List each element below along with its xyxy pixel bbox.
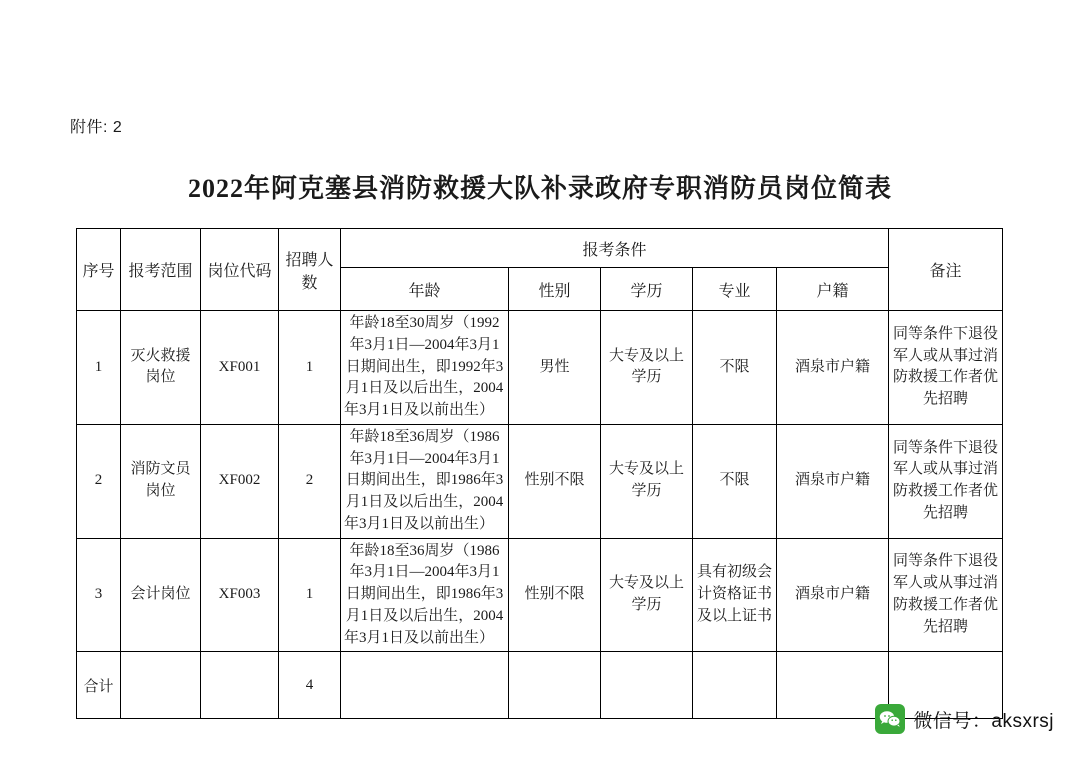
cell-major: 不限 xyxy=(693,424,777,538)
cell-gender: 性别不限 xyxy=(509,424,601,538)
watermark xyxy=(875,704,1054,734)
header-seq: 序号 xyxy=(77,229,121,311)
cell-education: 大专及以上学历 xyxy=(601,424,693,538)
cell-education: 大专及以上学历 xyxy=(601,311,693,425)
cell-seq: 2 xyxy=(77,424,121,538)
total-gender xyxy=(509,652,601,719)
cell-education: 大专及以上学历 xyxy=(601,538,693,652)
cell-gender: 性别不限 xyxy=(509,538,601,652)
cell-gender: 男性 xyxy=(509,311,601,425)
table-row xyxy=(77,538,1003,652)
cell-count: 1 xyxy=(279,311,341,425)
header-education: 学历 xyxy=(601,268,693,311)
cell-seq: 3 xyxy=(77,538,121,652)
header-code: 岗位代码 xyxy=(201,229,279,311)
header-gender: 性别 xyxy=(509,268,601,311)
cell-remark: 同等条件下退役军人或从事过消防救援工作者优先招聘 xyxy=(889,424,1003,538)
cell-scope: 消防文员岗位 xyxy=(121,424,201,538)
total-code xyxy=(201,652,279,719)
job-position-table xyxy=(76,228,1003,719)
cell-remark: 同等条件下退役军人或从事过消防救援工作者优先招聘 xyxy=(889,538,1003,652)
cell-code: XF001 xyxy=(201,311,279,425)
cell-count: 1 xyxy=(279,538,341,652)
cell-scope: 会计岗位 xyxy=(121,538,201,652)
header-household: 户籍 xyxy=(777,268,889,311)
total-education xyxy=(601,652,693,719)
header-conditions: 报考条件 xyxy=(341,229,889,268)
cell-age: 年龄18至36周岁（1986年3月1日—2004年3月1日期间出生，即1986年3月1日及以后出生，2004年3月1日及以前出生） xyxy=(341,424,509,538)
total-label: 合计 xyxy=(77,652,121,719)
header-scope: 报考范围 xyxy=(121,229,201,311)
watermark-text: 微信号：aksxrsj xyxy=(913,710,1054,732)
total-count: 4 xyxy=(279,652,341,719)
cell-household: 酒泉市户籍 xyxy=(777,424,889,538)
cell-count: 2 xyxy=(279,424,341,538)
cell-major: 不限 xyxy=(693,311,777,425)
table-row xyxy=(77,424,1003,538)
total-age xyxy=(341,652,509,719)
cell-seq: 1 xyxy=(77,311,121,425)
attachment-label: 附件: 2 xyxy=(70,119,123,136)
cell-age: 年龄18至30周岁（1992年3月1日—2004年3月1日期间出生，即1992年3月1日及以后出生，2004年3月1日及以前出生） xyxy=(341,311,509,425)
cell-scope: 灭火救援岗位 xyxy=(121,311,201,425)
table-total-row xyxy=(77,652,1003,719)
page-title: 2022年阿克塞县消防救援大队补录政府专职消防员岗位简表 xyxy=(187,174,892,203)
cell-household: 酒泉市户籍 xyxy=(777,538,889,652)
header-age: 年龄 xyxy=(341,268,509,311)
cell-household: 酒泉市户籍 xyxy=(777,311,889,425)
total-major xyxy=(693,652,777,719)
wechat-icon xyxy=(875,704,905,734)
header-major: 专业 xyxy=(693,268,777,311)
header-remark: 备注 xyxy=(889,229,1003,311)
header-count: 招聘人数 xyxy=(279,229,341,311)
total-household xyxy=(777,652,889,719)
cell-age: 年龄18至36周岁（1986年3月1日—2004年3月1日期间出生，即1986年3月1日及以后出生，2004年3月1日及以前出生） xyxy=(341,538,509,652)
cell-code: XF003 xyxy=(201,538,279,652)
cell-major: 具有初级会计资格证书及以上证书 xyxy=(693,538,777,652)
cell-remark: 同等条件下退役军人或从事过消防救援工作者优先招聘 xyxy=(889,311,1003,425)
cell-code: XF002 xyxy=(201,424,279,538)
table-header-row-1 xyxy=(77,229,1003,268)
table-row xyxy=(77,311,1003,425)
total-scope xyxy=(121,652,201,719)
